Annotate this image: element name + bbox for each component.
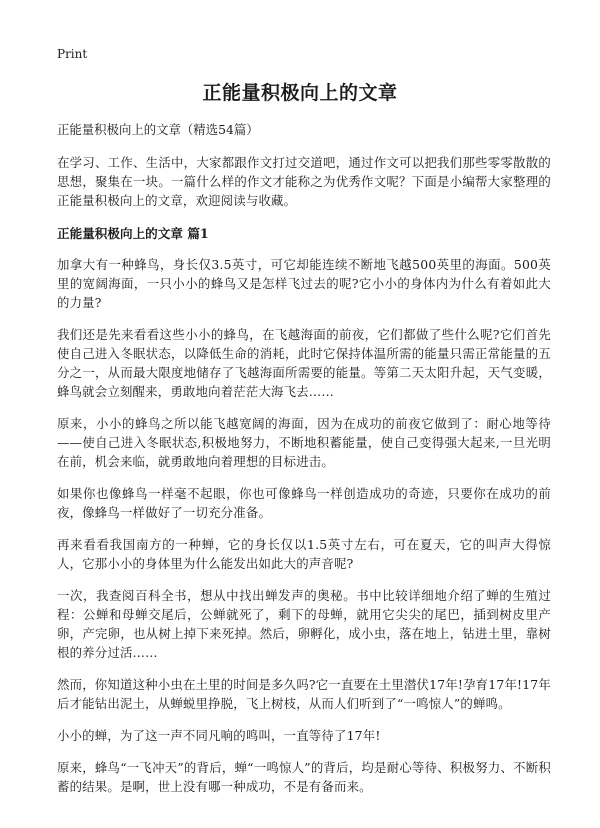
paragraph: 小小的蝉，为了这一声不同凡响的鸣叫，一直等待了17年! (57, 728, 381, 743)
paragraph: 一次，我查阅百科全书，想从中找出蝉发声的奥秘。书中比较详细地介绍了蝉的生殖过程：公蝉和母蝉交尾后，公蝉就死了，剩下的母蝉，就用它尖尖的尾巴，插到树皮里产卵，产完卵，也从树上掉下来死掉。然后，卵孵化，成小虫，落在地上，钻进土里，靠树根的养分过活…… (57, 588, 551, 660)
paragraph: 再来看看我国南方的一种蝉，它的身长仅以1.5英寸左右，可在夏天，它的叫声大得惊人，它那小小的身体里为什么能发出如此大的声音呢? (57, 537, 551, 571)
article-body (57, 120, 551, 809)
paragraph: 如果你也像蜂鸟一样毫不起眼，你也可像蜂鸟一样创造成功的奇迹，只要你在成功的前夜，像蜂鸟一样做好了一切充分准备。 (57, 486, 551, 520)
print-link[interactable]: Print (57, 47, 88, 61)
page-title: 正能量积极向上的文章 (202, 82, 398, 104)
paragraph: 原来，小小的蜂鸟之所以能飞越宽阔的海面，因为在成功的前夜它做到了：耐心地等待——使自己进入冬眠状态,积极地努力，不断地积蓄能量，使自己变得强大起来,一旦光明在前，机会来临，就勇敢地向着理想的目标进击。 (57, 416, 551, 469)
section-heading: 正能量积极向上的文章 篇1 (57, 226, 209, 241)
article-subtitle: 正能量积极向上的文章（精选54篇） (57, 122, 259, 137)
paragraph: 加拿大有一种蜂鸟，身长仅3.5英寸，可它却能连续不断地飞越500英里的海面。500英里的宽阔海面，一只小小的蜂鸟又是怎样飞过去的呢?它小小的身体内为什么有着如此大的力量? (57, 257, 551, 310)
intro-paragraph: 在学习、工作、生活中，大家都跟作文打过交道吧，通过作文可以把我们那些零零散散的思想，聚集在一块。一篇什么样的作文才能称之为优秀作文呢？下面是小编帮大家整理的正能量积极向上的文章，欢迎阅读与收藏。 (57, 155, 551, 208)
paragraph: 然而，你知道这种小虫在土里的时间是多久吗?它一直要在土里潜伏17年!孕育17年!17年后才能钻出泥土，从蝉蜕里挣脱，飞上树枝，从而人们听到了“一鸣惊人”的蝉鸣。 (57, 677, 551, 711)
paragraph: 我们还是先来看看这些小小的蜂鸟，在飞越海面的前夜，它们都做了些什么呢?它们首先使自己进入冬眠状态，以降低生命的消耗，此时它保持体温所需的能量只需正常能量的五分之一，从而最大限度地储存了飞越海面所需要的能量。等第二天太阳升起，天气变暖，蜂鸟就会立刻醒来，勇敢地向着茫茫大海飞去…… (57, 327, 551, 399)
paragraph: 原来，蜂鸟“一飞冲天”的背后，蝉“一鸣惊人”的背后，均是耐心等待、积极努力、不断积蓄的结果。是啊，世上没有哪一种成功，不是有备而来。 (57, 760, 551, 794)
